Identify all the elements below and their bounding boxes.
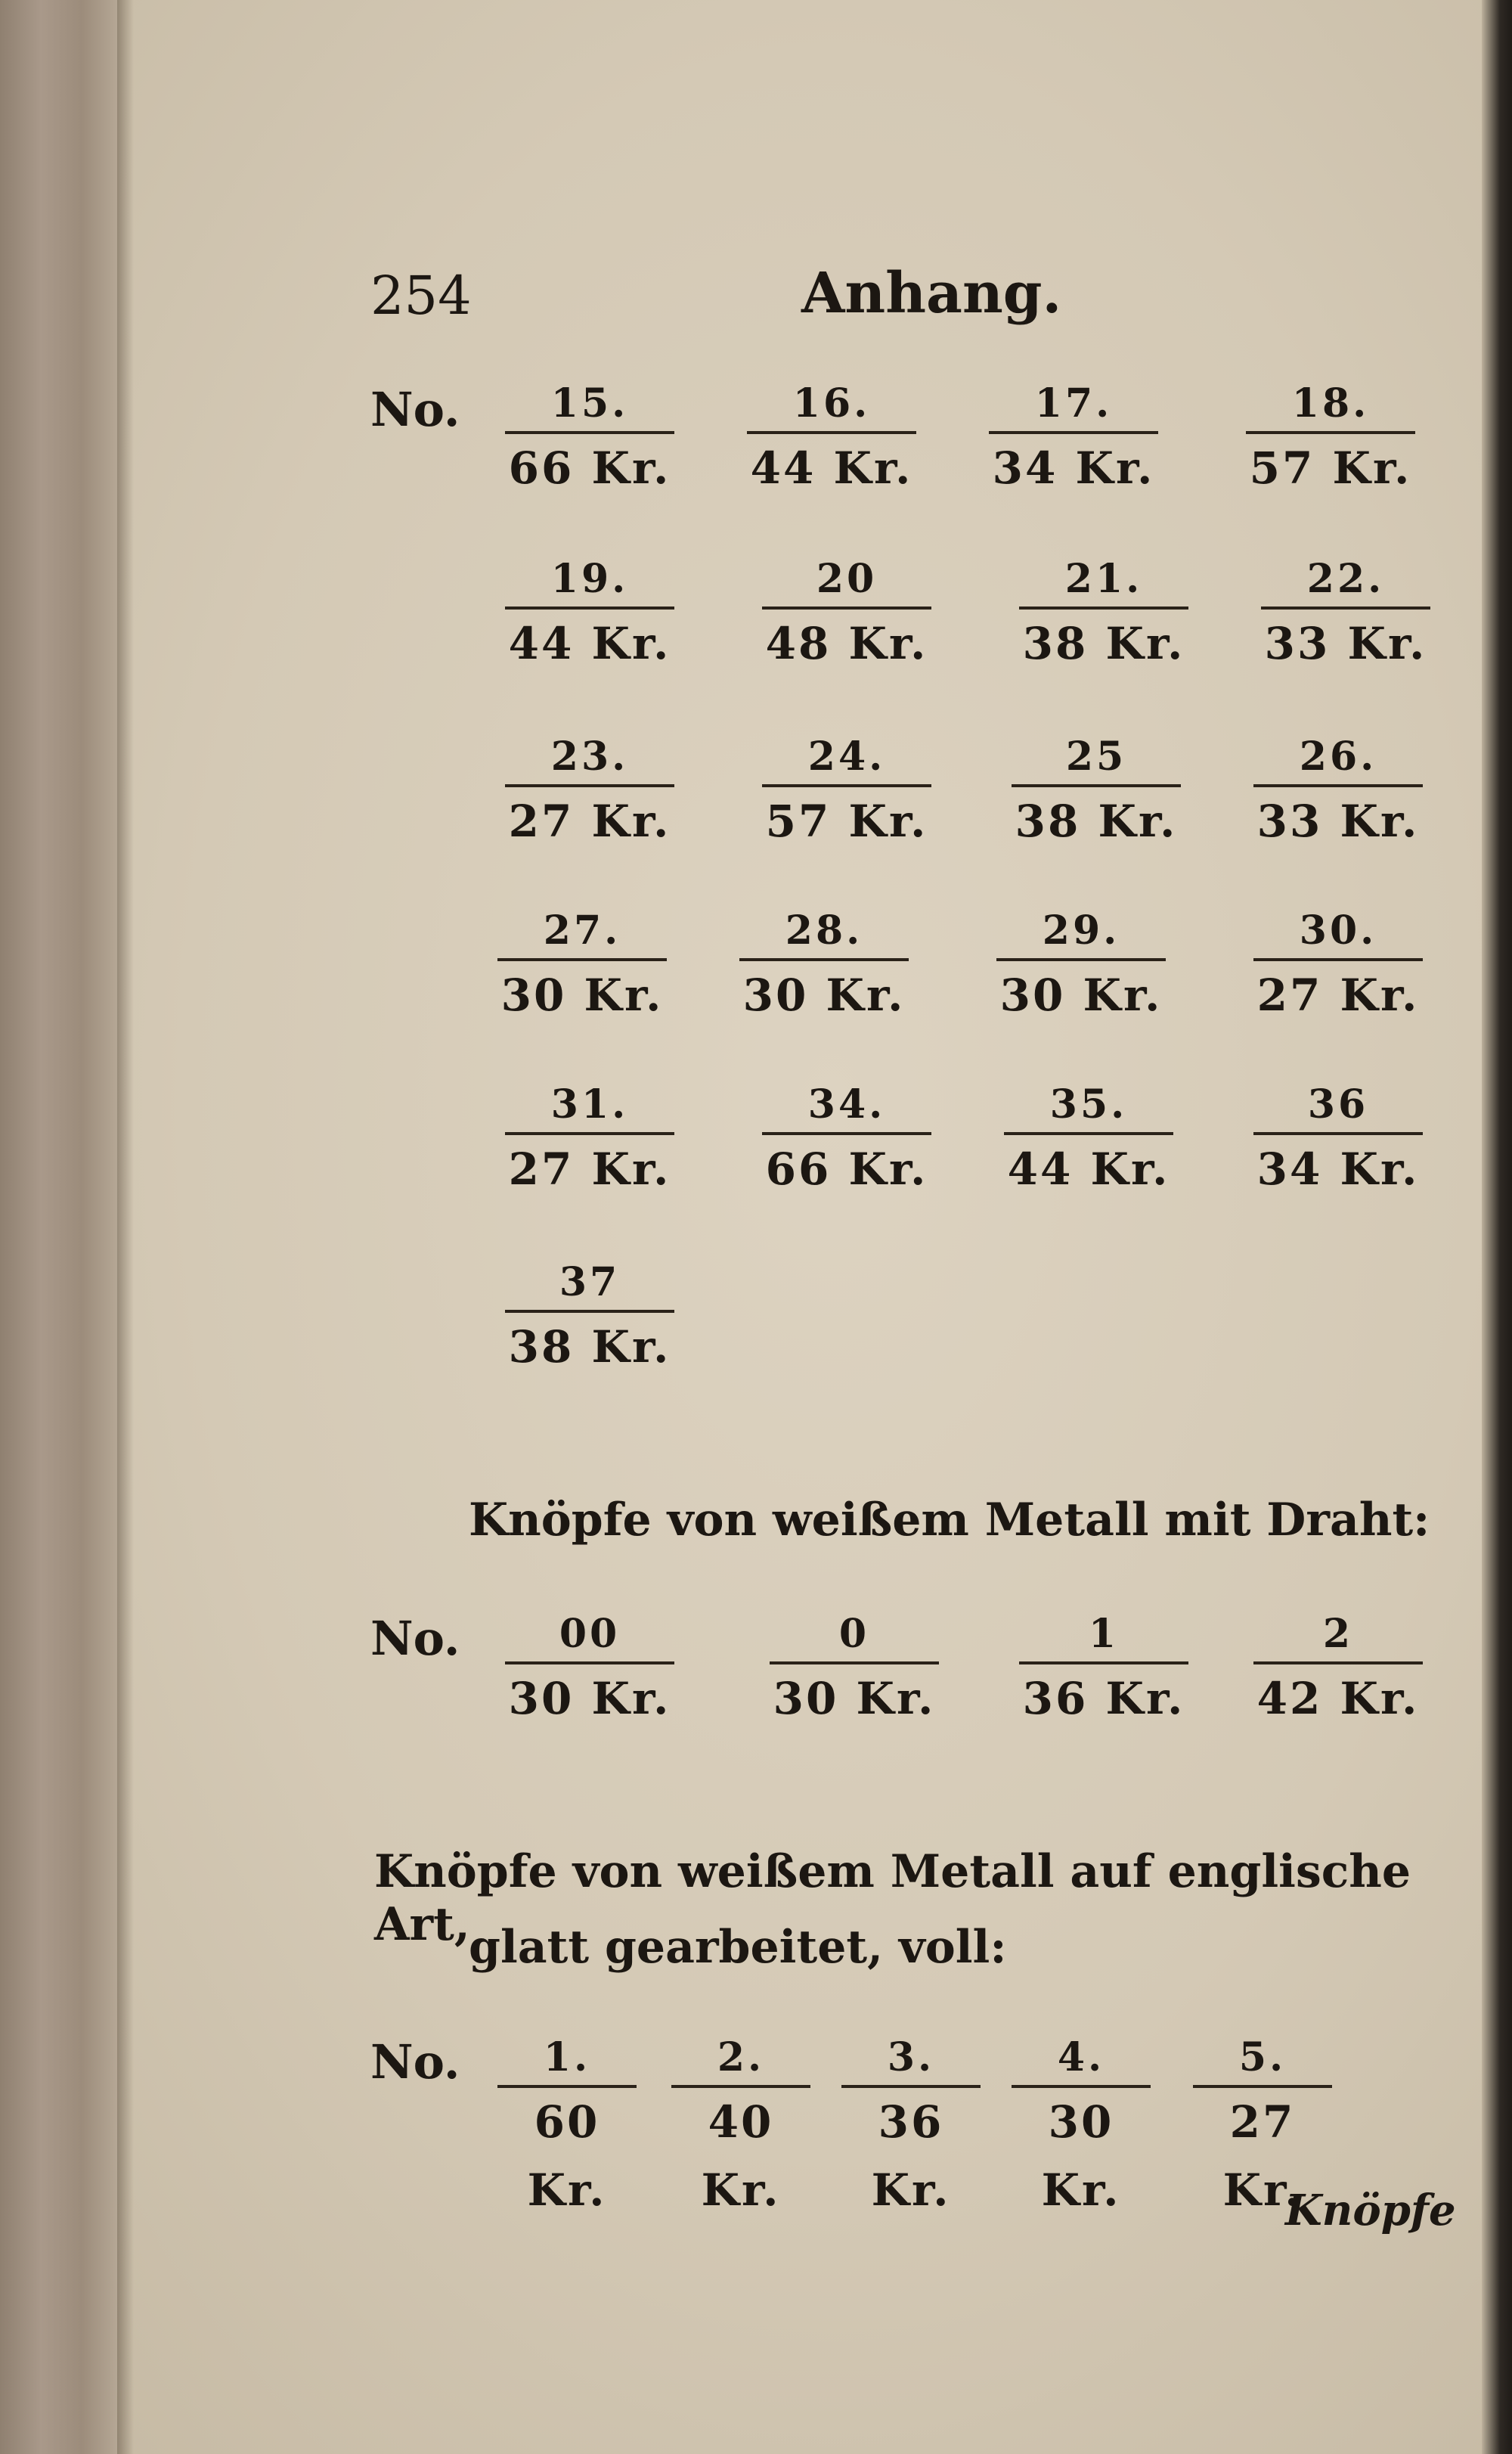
entry-number: 16. xyxy=(792,380,871,427)
price-entry xyxy=(1013,1607,1194,1725)
entry-number: 3. xyxy=(887,2034,935,2080)
entry-number: 19. xyxy=(550,556,629,602)
entry-number: 17. xyxy=(1034,380,1113,427)
entry-price: 34 Kr. xyxy=(1256,1143,1420,1195)
price-entry xyxy=(1247,1607,1429,1725)
entry-number: 24. xyxy=(807,734,886,780)
price-entry xyxy=(990,904,1172,1022)
entry-price: 27 Kr. xyxy=(1222,2096,1303,2216)
entry-price: 30 Kr. xyxy=(999,970,1163,1021)
entry-price: 30 Kr. xyxy=(1041,2096,1121,2216)
entry-number: 15. xyxy=(550,380,629,427)
entry-price: 44 Kr. xyxy=(750,442,913,494)
entry-number: 21. xyxy=(1064,556,1143,602)
section2-no-label: No. xyxy=(370,1611,460,1666)
price-entry xyxy=(1187,2031,1338,2216)
price-entry xyxy=(499,377,680,495)
entry-number: 26. xyxy=(1299,734,1377,780)
entry-number: 35. xyxy=(1049,1081,1128,1128)
entry-price: 42 Kr. xyxy=(1256,1673,1420,1724)
entry-price: 44 Kr. xyxy=(508,618,671,669)
entry-number: 2 xyxy=(1322,1611,1354,1657)
entry-number: 28. xyxy=(785,907,863,954)
entry-price: 40 Kr. xyxy=(701,2096,781,2216)
price-entry xyxy=(741,377,922,495)
section3-heading-line1: Knöpfe von weißem Metall auf englische Art, xyxy=(374,1845,1411,1951)
price-entry xyxy=(983,377,1164,495)
entry-price: 30 Kr. xyxy=(500,970,664,1021)
entry-number: 27. xyxy=(543,907,621,954)
entry-number: 23. xyxy=(550,734,629,780)
price-entry xyxy=(491,2031,643,2216)
price-entry xyxy=(499,730,680,848)
entry-number: 31. xyxy=(550,1081,629,1128)
catchword: Knöpfe xyxy=(1285,2186,1456,2235)
gutter-shadow xyxy=(117,0,134,2454)
entry-number: 2. xyxy=(717,2034,765,2080)
price-entry xyxy=(1005,2031,1157,2216)
price-entry xyxy=(835,2031,987,2216)
price-entry xyxy=(733,904,915,1022)
price-entry xyxy=(1013,552,1194,670)
price-entry xyxy=(1247,1078,1429,1196)
entry-price: 44 Kr. xyxy=(1007,1143,1170,1195)
section3-heading-line2: glatt gearbeitet, voll: xyxy=(469,1921,1007,1974)
entry-price: 48 Kr. xyxy=(765,618,928,669)
entry-number: 00 xyxy=(559,1611,621,1657)
entry-price: 60 Kr. xyxy=(527,2096,607,2216)
entry-price: 36 Kr. xyxy=(871,2096,951,2216)
entry-number: 1. xyxy=(543,2034,591,2080)
section2-heading: Knöpfe von weißem Metall mit Draht: xyxy=(469,1494,1430,1547)
entry-price: 27 Kr. xyxy=(508,1143,671,1195)
entry-price: 33 Kr. xyxy=(1264,618,1427,669)
price-entry xyxy=(491,904,673,1022)
entry-number: 29. xyxy=(1042,907,1120,954)
price-entry xyxy=(756,552,937,670)
entry-number: 1 xyxy=(1088,1611,1120,1657)
page-number: 254 xyxy=(370,265,472,327)
price-entry xyxy=(499,1078,680,1196)
section3-no-label: No. xyxy=(370,2034,460,2089)
entry-number: 22. xyxy=(1306,556,1385,602)
entry-number: 4. xyxy=(1057,2034,1105,2080)
entry-price: 66 Kr. xyxy=(508,442,671,494)
price-entry xyxy=(756,730,937,848)
entry-number: 5. xyxy=(1238,2034,1287,2080)
entry-price: 30 Kr. xyxy=(773,1673,936,1724)
entry-price: 34 Kr. xyxy=(992,442,1155,494)
entry-price: 57 Kr. xyxy=(1249,442,1412,494)
price-entry xyxy=(998,1078,1179,1196)
entry-price: 27 Kr. xyxy=(508,796,671,847)
entry-price: 30 Kr. xyxy=(742,970,906,1021)
entry-price: 38 Kr. xyxy=(1022,618,1185,669)
entry-price: 66 Kr. xyxy=(765,1143,928,1195)
price-entry xyxy=(1247,904,1429,1022)
entry-number: 20 xyxy=(816,556,878,602)
running-head: Anhang. xyxy=(801,261,1062,326)
entry-price: 27 Kr. xyxy=(1256,970,1420,1021)
price-entry xyxy=(756,1078,937,1196)
price-entry xyxy=(499,1607,680,1725)
section1-no-label: No. xyxy=(370,382,460,437)
price-entry xyxy=(1255,552,1436,670)
entry-price: 57 Kr. xyxy=(765,796,928,847)
price-entry xyxy=(499,552,680,670)
entry-number: 36 xyxy=(1307,1081,1369,1128)
book-spine xyxy=(0,0,117,2454)
entry-number: 37 xyxy=(559,1259,621,1305)
entry-price: 33 Kr. xyxy=(1256,796,1420,847)
price-entry xyxy=(499,1255,680,1373)
price-entry xyxy=(1247,730,1429,848)
entry-price: 38 Kr. xyxy=(508,1321,671,1373)
entry-price: 38 Kr. xyxy=(1015,796,1178,847)
entry-number: 0 xyxy=(838,1611,870,1657)
price-entry xyxy=(1240,377,1421,495)
entry-number: 34. xyxy=(807,1081,886,1128)
entry-number: 25 xyxy=(1065,734,1127,780)
page-edge xyxy=(1482,0,1512,2454)
entry-price: 30 Kr. xyxy=(508,1673,671,1724)
price-entry xyxy=(665,2031,816,2216)
price-entry xyxy=(1005,730,1187,848)
price-entry xyxy=(764,1607,945,1725)
entry-price: 36 Kr. xyxy=(1022,1673,1185,1724)
entry-number: 18. xyxy=(1291,380,1370,427)
entry-number: 30. xyxy=(1299,907,1377,954)
